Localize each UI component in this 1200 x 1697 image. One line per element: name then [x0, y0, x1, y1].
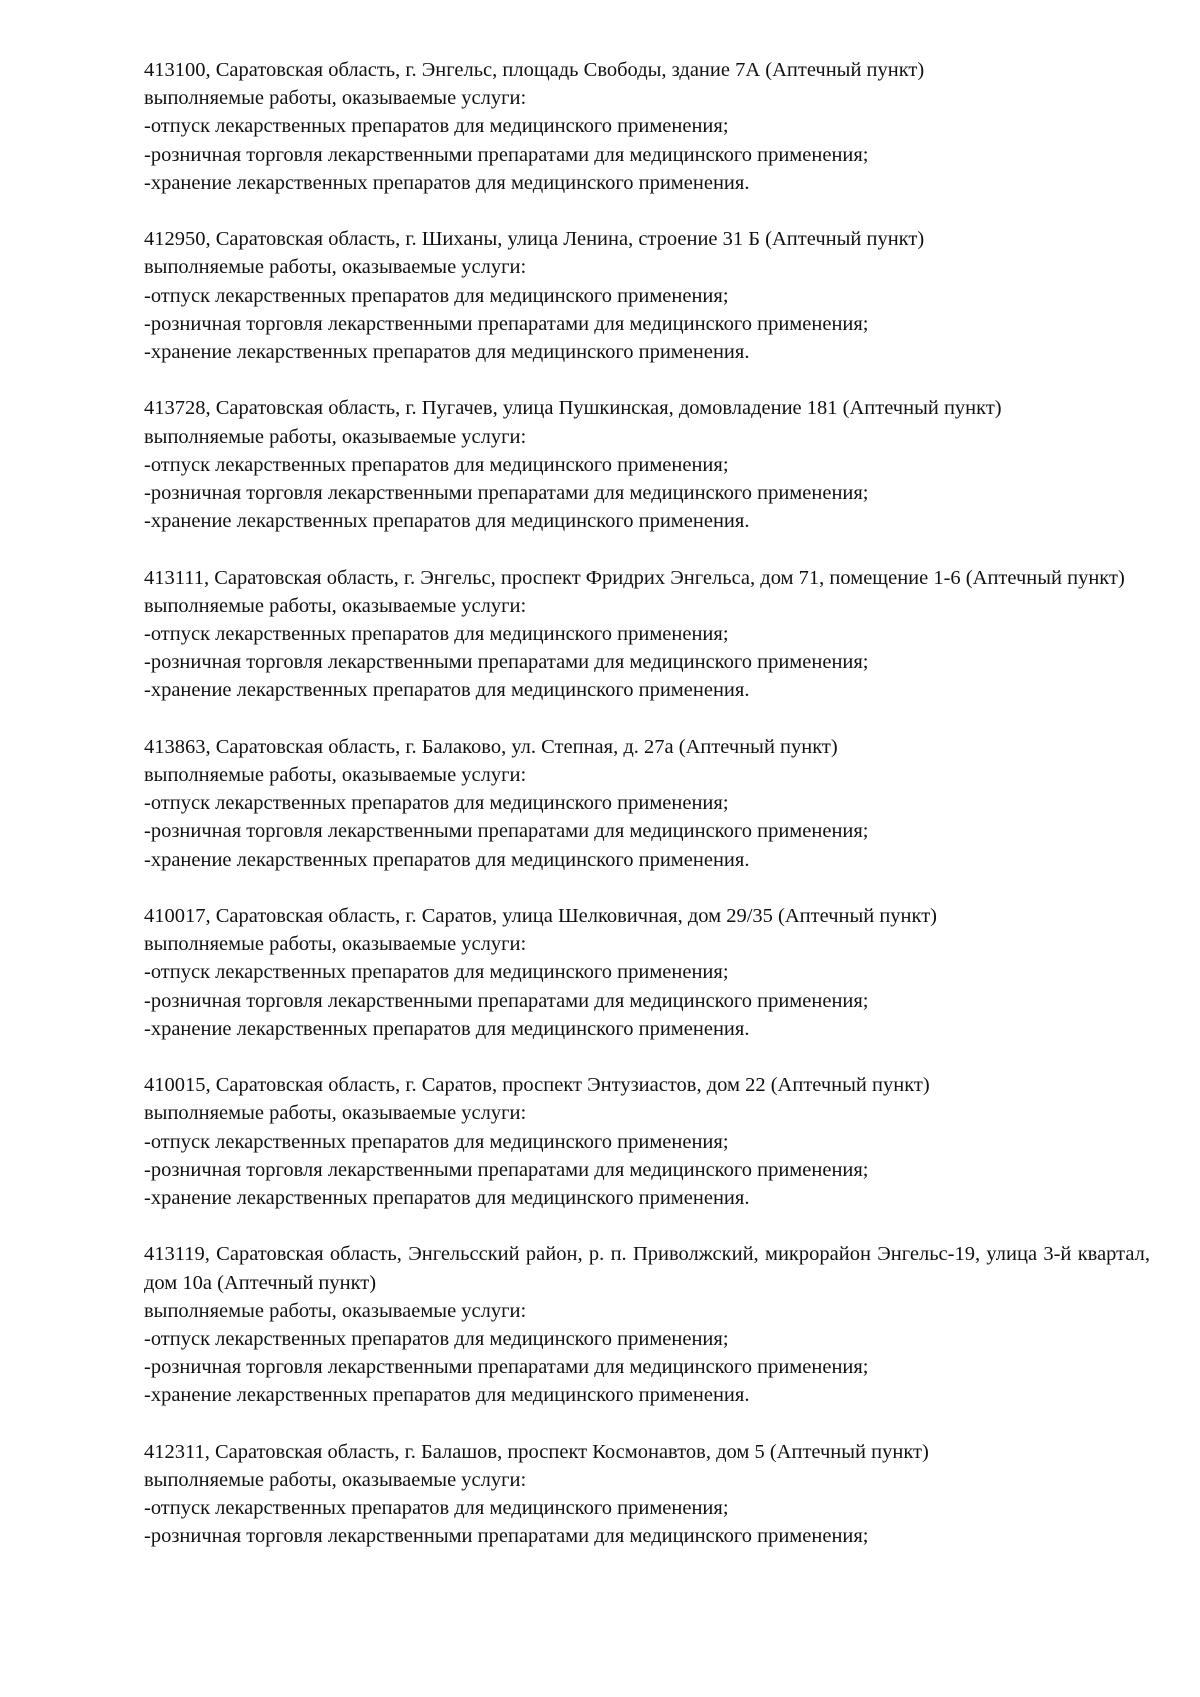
entry-address: 413119, Саратовская область, Энгельсский район, р. п. Приволжский, микрорайон Энгельс-19, улица 3-й квартал, дом 10а (Аптечный пункт) — [144, 1243, 1150, 1294]
service-storage: -хранение лекарственных препаратов для медицинского применения. — [144, 171, 750, 194]
service-storage: -хранение лекарственных препаратов для медицинского применения. — [144, 1187, 750, 1210]
entry-address: 412950, Саратовская область, г. Шиханы, улица Ленина, строение 31 Б (Аптечный пункт) — [144, 228, 925, 251]
entry-address: 413111, Саратовская область, г. Энгельс, проспект Фридрих Энгельса, дом 71, помещение 1-6 (Аптечный пункт) — [144, 566, 1125, 589]
service-storage: -хранение лекарственных препаратов для медицинского применения. — [144, 1384, 750, 1407]
service-retail: -розничная торговля лекарственными препаратами для медицинского применения; — [144, 482, 869, 505]
service-retail: -розничная торговля лекарственными препаратами для медицинского применения; — [144, 820, 869, 843]
service-storage: -хранение лекарственных препаратов для медицинского применения. — [144, 341, 750, 364]
works-label: выполняемые работы, оказываемые услуги: — [144, 87, 527, 110]
entry-address: 410017, Саратовская область, г. Саратов, улица Шелковичная, дом 29/35 (Аптечный пункт) — [144, 905, 938, 928]
works-label: выполняемые работы, оказываемые услуги: — [144, 1469, 527, 1492]
works-label: выполняемые работы, оказываемые услуги: — [144, 1299, 527, 1322]
service-storage: -хранение лекарственных препаратов для медицинского применения. — [144, 510, 750, 533]
pharmacy-entry — [144, 733, 1150, 874]
service-dispense: -отпуск лекарственных препаратов для медицинского применения; — [144, 1130, 729, 1153]
pharmacy-entry — [144, 1071, 1150, 1212]
service-retail: -розничная торговля лекарственными препаратами для медицинского применения; — [144, 312, 869, 335]
pharmacy-entry — [144, 564, 1150, 705]
service-dispense: -отпуск лекарственных препаратов для медицинского применения; — [144, 453, 729, 476]
entry-address: 410015, Саратовская область, г. Саратов, проспект Энтузиастов, дом 22 (Аптечный пункт) — [144, 1074, 930, 1097]
service-retail: -розничная торговля лекарственными препаратами для медицинского применения; — [144, 1525, 869, 1548]
service-dispense: -отпуск лекарственных препаратов для медицинского применения; — [144, 961, 729, 984]
service-storage: -хранение лекарственных препаратов для медицинского применения. — [144, 848, 750, 871]
service-dispense: -отпуск лекарственных препаратов для медицинского применения; — [144, 792, 729, 815]
works-label: выполняемые работы, оказываемые услуги: — [144, 425, 527, 448]
service-dispense: -отпуск лекарственных препаратов для медицинского применения; — [144, 115, 729, 138]
works-label: выполняемые работы, оказываемые услуги: — [144, 1102, 527, 1125]
pharmacy-entry — [144, 1438, 1150, 1551]
service-retail: -розничная торговля лекарственными препаратами для медицинского применения; — [144, 1356, 869, 1379]
service-retail: -розничная торговля лекарственными препаратами для медицинского применения; — [144, 651, 869, 674]
entry-address: 413728, Саратовская область, г. Пугачев, улица Пушкинская, домовладение 181 (Аптечный пункт) — [144, 397, 1002, 420]
pharmacy-entry — [144, 394, 1150, 535]
pharmacy-entry — [144, 225, 1150, 366]
service-retail: -розничная торговля лекарственными препаратами для медицинского применения; — [144, 143, 869, 166]
works-label: выполняемые работы, оказываемые услуги: — [144, 933, 527, 956]
service-storage: -хранение лекарственных препаратов для медицинского применения. — [144, 1017, 750, 1040]
pharmacy-entry — [144, 902, 1150, 1043]
service-dispense: -отпуск лекарственных препаратов для медицинского применения; — [144, 1497, 729, 1520]
service-dispense: -отпуск лекарственных препаратов для медицинского применения; — [144, 623, 729, 646]
works-label: выполняемые работы, оказываемые услуги: — [144, 764, 527, 787]
service-dispense: -отпуск лекарственных препаратов для медицинского применения; — [144, 284, 729, 307]
pharmacy-entry — [144, 1240, 1150, 1409]
entry-address: 413863, Саратовская область, г. Балаково, ул. Степная, д. 27а (Аптечный пункт) — [144, 735, 838, 758]
service-dispense: -отпуск лекарственных препаратов для медицинского применения; — [144, 1328, 729, 1351]
works-label: выполняемые работы, оказываемые услуги: — [144, 594, 527, 617]
service-retail: -розничная торговля лекарственными препаратами для медицинского применения; — [144, 989, 869, 1012]
service-storage: -хранение лекарственных препаратов для медицинского применения. — [144, 679, 750, 702]
entry-address: 413100, Саратовская область, г. Энгельс, площадь Свободы, здание 7А (Аптечный пункт) — [144, 59, 925, 81]
pharmacy-entry — [144, 56, 1150, 197]
works-label: выполняемые работы, оказываемые услуги: — [144, 256, 527, 279]
entry-address: 412311, Саратовская область, г. Балашов, проспект Космонавтов, дом 5 (Аптечный пункт) — [144, 1440, 929, 1463]
service-retail: -розничная торговля лекарственными препаратами для медицинского применения; — [144, 1158, 869, 1181]
document-page — [144, 56, 1150, 1579]
